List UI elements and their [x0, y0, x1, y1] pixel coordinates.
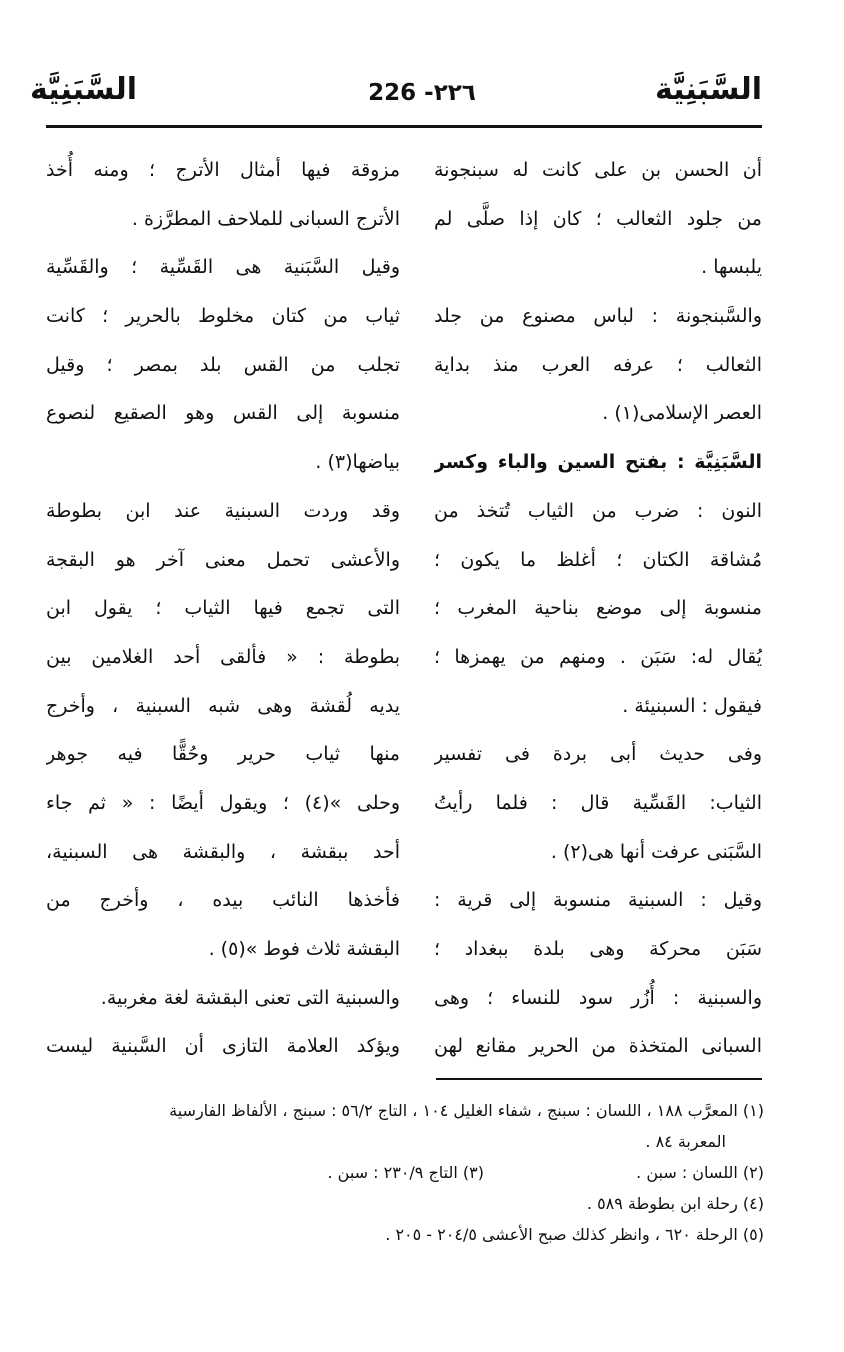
footnote-4: (٤) رحلة ابن بطوطة ٥٨٩ .	[586, 1194, 764, 1213]
footnote-rule	[436, 1078, 762, 1080]
footnote-3: (٣) التاج ٢٣٠/٩ : سبن .	[327, 1163, 484, 1182]
footnote-1-continued: المعربة ٨٤ .	[645, 1132, 726, 1151]
text-line: الأترج السبانى للملاحف المطرَّزة .	[131, 207, 400, 230]
text-line: تجلب من القس بلد بمصر ؛ وقيل	[46, 353, 400, 376]
entry-heading-line: السَّبَنِيَّة : بفتح السين والباء وكسر	[434, 451, 762, 474]
text-line: من جلود الثعالب ؛ كان إذا صلَّى لم	[434, 207, 762, 230]
text-line: السبانى المتخذة من الحرير مقانع لهن	[434, 1035, 762, 1058]
running-header-right: السَّبَنِيَّة	[654, 72, 762, 107]
text-line: وفى حديث أبى بردة فى تفسير	[434, 743, 762, 766]
text-line: وقيل السَّبَنية هى القَسِّية ؛ والقَسِّية	[46, 256, 400, 279]
text-line: فأخذها النائب بيده ، وأخرج من	[46, 889, 400, 912]
text-line: يُقال له: سَبَن . ومنهم من يهمزها ؛	[434, 645, 762, 668]
header-rule	[46, 125, 762, 128]
text-line: مُشاقة الكتان ؛ أغلظ ما يكون ؛	[434, 548, 762, 571]
text-line: التى تجمع فيها الثياب ؛ يقول ابن	[46, 597, 400, 620]
text-line: ثياب من كتان مخلوط بالحرير ؛ كانت	[46, 305, 400, 328]
text-line: بطوطة : « فألقى أحد الغلامين بين	[46, 645, 400, 668]
text-line: العصر الإسلامى(١) .	[602, 402, 762, 425]
footnotes	[46, 1095, 764, 1250]
text-line: النون : ضرب من الثياب تُتخذ من	[434, 499, 762, 522]
text-column-left	[46, 146, 400, 1071]
text-line: السَّبَنى عرفت أنها هى(٢) .	[550, 840, 762, 863]
text-line: الثياب: القَسِّية قال : فلما رأيتُ	[434, 791, 762, 814]
text-line: والسبنية التى تعنى البقشة لغة مغربية.	[100, 986, 400, 1009]
text-line: منسوبة إلى موضع بناحية المغرب ؛	[434, 597, 762, 620]
text-line: أحد ببقشة ، والبقشة هى السبنية،	[46, 840, 400, 863]
text-line: وقيل : السبنية منسوبة إلى قرية :	[434, 889, 762, 912]
text-line: بياضها(٣) .	[315, 451, 400, 474]
text-line: ويؤكد العلامة التازى أن السَّبنية ليست	[46, 1035, 400, 1058]
text-column-right	[434, 146, 762, 1071]
text-line: فيقول : السبنيئة .	[622, 694, 762, 717]
text-line: أن الحسن بن على كانت له سبنجونة	[434, 159, 762, 181]
text-line: منها ثياب حرير وحُقًّا فيه جوهر	[46, 743, 400, 766]
footnote-2: (٢) اللسان : سبن .	[636, 1163, 764, 1182]
text-line: مزوقة فيها أمثال الأترج ؛ ومنه أُخذ	[46, 159, 400, 181]
text-line: البقشة ثلاث فوط »(٥) .	[208, 938, 400, 960]
footnote-5: (٥) الرحلة ٦٢٠ ، وانظر كذلك صبح الأعشى ٢٠٤/٥ - ٢٠٥ .	[385, 1225, 764, 1244]
text-line: والسَّبنجونة : لباس مصنوع من جلد	[434, 305, 762, 328]
text-line: الثعالب ؛ عرفه العرب منذ بداية	[434, 353, 762, 376]
footnote-1: (١) المعرَّب ١٨٨ ، اللسان : سبنج ، شفاء الغليل ١٠٤ ، التاج ٥٦/٢ : سبنج ، الألفاظ الفارسية	[169, 1101, 764, 1120]
text-line: منسوبة إلى القس وهو الصقيع لنصوع	[46, 402, 400, 425]
text-line: والسبنية : أُزُر سود للنساء ؛ وهى	[434, 986, 762, 1009]
text-line: والأعشى تحمل معنى آخر هو البقجة	[46, 548, 400, 571]
text-line: وقد وردت السبنية عند ابن بطوطة	[46, 499, 400, 522]
text-line: سَبَن محركة وهى بلدة ببغداد ؛	[434, 938, 762, 960]
text-line: وحلى »(٤) ؛ ويقول أيضًا : « ثم جاء	[46, 791, 400, 814]
text-line: يديه لُقشة وهى شبه السبنية ، وأخرج	[46, 694, 400, 717]
text-line: يلبسها .	[701, 256, 762, 279]
page-number: 226 -٢٢٦	[368, 80, 476, 106]
running-header-left: السَّبَنِيَّة	[30, 72, 138, 107]
footnote-row	[46, 1157, 764, 1188]
